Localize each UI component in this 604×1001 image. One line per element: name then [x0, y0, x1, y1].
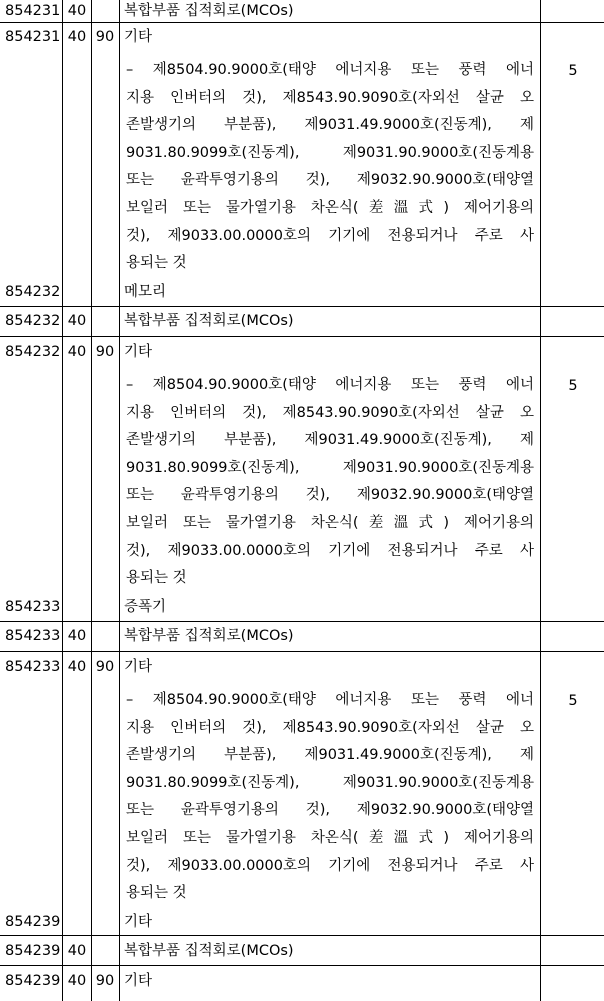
description-line: 9031.80.9099호(진동계), 제9031.90.9000호(진동계용: [126, 459, 534, 476]
description-line: 9031.80.9099호(진동계), 제9031.90.9000호(진동계용: [126, 144, 534, 161]
description-line: 또는 윤곽투영기용의 것), 제9032.90.9000호(태양열: [126, 172, 534, 189]
description-line: 보일러 또는 물가열기용 차온식(差溫式) 제어기용의: [126, 515, 534, 531]
row-divider: [0, 651, 604, 652]
row-divider: [0, 935, 604, 936]
row-subcode-1: 40: [67, 659, 87, 675]
description-line: – 제8504.90.9000호(태양 에너지용 또는 풍력 에너: [126, 62, 534, 78]
description-line: 보일러 또는 물가열기용 차온식(差溫式) 제어기용의: [126, 200, 534, 216]
row-divider: [0, 621, 604, 622]
row-subcode-1: 40: [67, 344, 87, 360]
description-line: – 제8504.90.9000호(태양 에너지용 또는 풍력 에너: [126, 692, 534, 708]
row-description: 기타: [124, 344, 153, 360]
column-divider: [91, 0, 92, 1001]
row-code: 854233: [5, 659, 61, 675]
row-code: 854231: [5, 29, 61, 45]
column-divider: [119, 0, 120, 1001]
row-divider: [0, 965, 604, 966]
row-subcode-1: 40: [67, 3, 87, 19]
description-line: 것), 제9033.00.0000호의 기기에 전용되거나 주로 사: [126, 227, 534, 244]
description-line: 9031.80.9099호(진동계), 제9031.90.9000호(진동계용: [126, 774, 534, 791]
description-line: – 제8504.90.9000호(태양 에너지용 또는 풍력 에너: [126, 377, 534, 393]
description-line: 지용 인버터의 것), 제8543.90.9090호(자외선 살균 오: [126, 404, 534, 421]
row-divider: [0, 336, 604, 337]
description-line: 보일러 또는 물가열기용 차온식(差溫式) 제어기용의: [126, 830, 534, 846]
row-subcode-2: 90: [95, 344, 115, 360]
row-subcode-2: 90: [95, 659, 115, 675]
description-line: 것), 제9033.00.0000호의 기기에 전용되거나 주로 사: [126, 542, 534, 559]
row-subcode-2: 90: [95, 973, 115, 989]
description-line: 지용 인버터의 것), 제8543.90.9090호(자외선 살균 오: [126, 89, 534, 106]
row-code: 854232: [5, 344, 61, 360]
row-description: 메모리: [124, 284, 167, 300]
row-description: 기타: [124, 973, 153, 989]
column-divider: [540, 0, 541, 1001]
description-line: 또는 윤곽투영기용의 것), 제9032.90.9000호(태양열: [126, 802, 534, 819]
row-code: 854232: [5, 284, 61, 300]
row-code: 854233: [5, 599, 61, 615]
row-subcode-2: 90: [95, 29, 115, 45]
column-divider: [62, 0, 63, 1001]
row-divider: [0, 306, 604, 307]
description-line: 용되는 것: [126, 885, 187, 902]
row-description: 기타: [124, 914, 153, 930]
row-rate: 5: [568, 63, 578, 79]
row-description: 기타: [124, 659, 153, 675]
row-description: 복합부품 집적회로(MCOs): [124, 313, 294, 329]
row-code: 854239: [5, 973, 61, 989]
row-rate: 5: [568, 693, 578, 709]
row-code: 854239: [5, 914, 61, 930]
row-code: 854231: [5, 3, 61, 19]
row-subcode-1: 40: [67, 628, 87, 644]
row-subcode-1: 40: [67, 973, 87, 989]
row-description: 복합부품 집적회로(MCOs): [124, 628, 294, 644]
row-code: 854232: [5, 313, 61, 329]
row-rate: 5: [568, 378, 578, 394]
row-description: 기타: [124, 29, 153, 45]
row-divider: [0, 22, 604, 23]
description-line: 용되는 것: [126, 570, 187, 587]
description-line: 용되는 것: [126, 255, 187, 272]
description-line: 지용 인버터의 것), 제8543.90.9090호(자외선 살균 오: [126, 719, 534, 736]
row-code: 854233: [5, 628, 61, 644]
description-line: 존발생기의 부분품), 제9031.49.9000호(진동계), 제: [126, 747, 534, 764]
row-code: 854239: [5, 943, 61, 959]
row-description: 증폭기: [124, 599, 167, 615]
description-line: 존발생기의 부분품), 제9031.49.9000호(진동계), 제: [126, 432, 534, 449]
description-line: 것), 제9033.00.0000호의 기기에 전용되거나 주로 사: [126, 857, 534, 874]
row-description: 복합부품 집적회로(MCOs): [124, 3, 294, 19]
description-line: 존발생기의 부분품), 제9031.49.9000호(진동계), 제: [126, 117, 534, 134]
description-line: 또는 윤곽투영기용의 것), 제9032.90.9000호(태양열: [126, 487, 534, 504]
row-subcode-1: 40: [67, 29, 87, 45]
row-subcode-1: 40: [67, 313, 87, 329]
row-description: 복합부품 집적회로(MCOs): [124, 943, 294, 959]
row-subcode-1: 40: [67, 943, 87, 959]
